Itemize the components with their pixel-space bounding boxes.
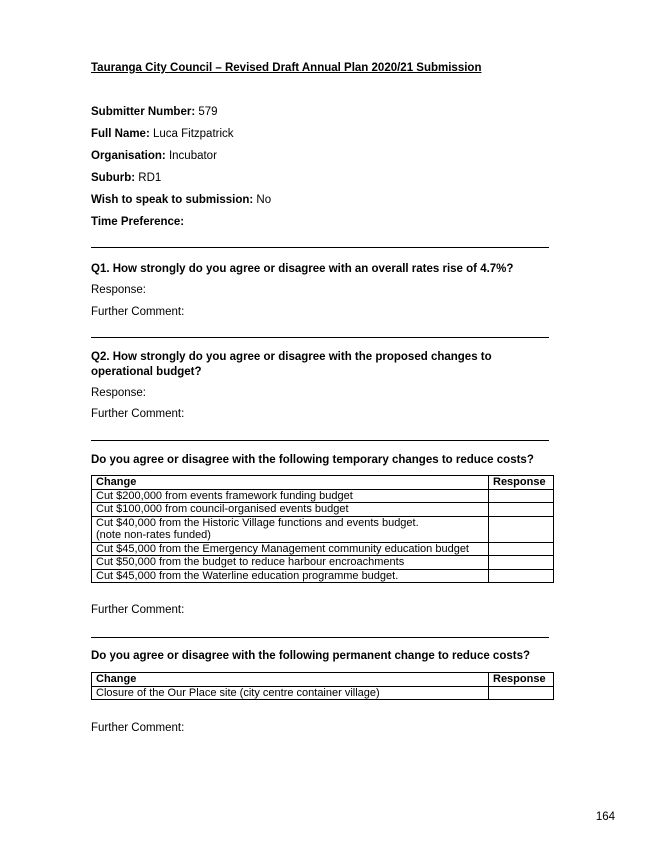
time-preference: Time Preference: <box>91 216 185 228</box>
response-cell[interactable] <box>489 542 554 556</box>
change-note: (note non-rates funded) <box>96 529 211 541</box>
response-cell[interactable] <box>489 686 554 700</box>
table-row <box>92 516 554 542</box>
permanent-change-table <box>91 672 554 700</box>
submitter-number: Submitter Number: 579 <box>91 106 218 118</box>
temporary-comment-label: Further Comment: <box>91 604 185 616</box>
q1-comment-label: Further Comment: <box>91 306 185 318</box>
change-cell: Cut $200,000 from events framework funding budget <box>92 489 489 503</box>
change-cell: Cut $100,000 from council-organised events budget <box>92 503 489 517</box>
permanent-change-question: Do you agree or disagree with the following permanent change to reduce costs? <box>91 650 530 662</box>
column-header-response: Response <box>489 476 554 490</box>
q1-question: Q1. How strongly do you agree or disagree with an overall rates rise of 4.7%? <box>91 263 514 275</box>
table-row <box>92 556 554 570</box>
change-cell: Cut $45,000 from the Emergency Management community education budget <box>92 542 489 556</box>
change-cell: Cut $45,000 from the Waterline education programme budget. <box>92 569 489 583</box>
column-header-change: Change <box>92 673 489 687</box>
table-row <box>92 569 554 583</box>
page-number: 164 <box>595 811 615 823</box>
q1-response-label: Response: <box>91 284 146 296</box>
temporary-changes-question: Do you agree or disagree with the following temporary changes to reduce costs? <box>91 454 534 466</box>
q2-question: Q2. How strongly do you agree or disagree with the proposed changes to operational budget? <box>91 351 492 378</box>
table-row <box>92 686 554 700</box>
response-cell[interactable] <box>489 489 554 503</box>
divider <box>91 337 549 338</box>
response-cell[interactable] <box>489 556 554 570</box>
table-row <box>92 542 554 556</box>
wish-to-speak: Wish to speak to submission: No <box>91 194 272 206</box>
organisation: Organisation: Incubator <box>91 150 217 162</box>
q2-response-label: Response: <box>91 387 146 399</box>
divider <box>91 440 549 441</box>
response-cell[interactable] <box>489 516 554 542</box>
q2-comment-label: Further Comment: <box>91 408 185 420</box>
table-row <box>92 489 554 503</box>
change-cell <box>92 516 489 542</box>
divider <box>91 637 549 638</box>
permanent-comment-label: Further Comment: <box>91 722 185 734</box>
column-header-response: Response <box>489 673 554 687</box>
divider <box>91 247 549 248</box>
temporary-changes-table <box>91 475 554 583</box>
table-row <box>92 503 554 517</box>
change-cell: Cut $50,000 from the budget to reduce harbour encroachments <box>92 556 489 570</box>
change-text: Cut $40,000 from the Historic Village functions and events budget. <box>96 516 419 529</box>
column-header-change: Change <box>92 476 489 490</box>
change-cell: Closure of the Our Place site (city centre container village) <box>92 686 489 700</box>
full-name: Full Name: Luca Fitzpatrick <box>91 128 234 140</box>
suburb: Suburb: RD1 <box>91 172 162 184</box>
response-cell[interactable] <box>489 503 554 517</box>
document-title: Tauranga City Council – Revised Draft Annual Plan 2020/21 Submission <box>91 62 482 74</box>
response-cell[interactable] <box>489 569 554 583</box>
